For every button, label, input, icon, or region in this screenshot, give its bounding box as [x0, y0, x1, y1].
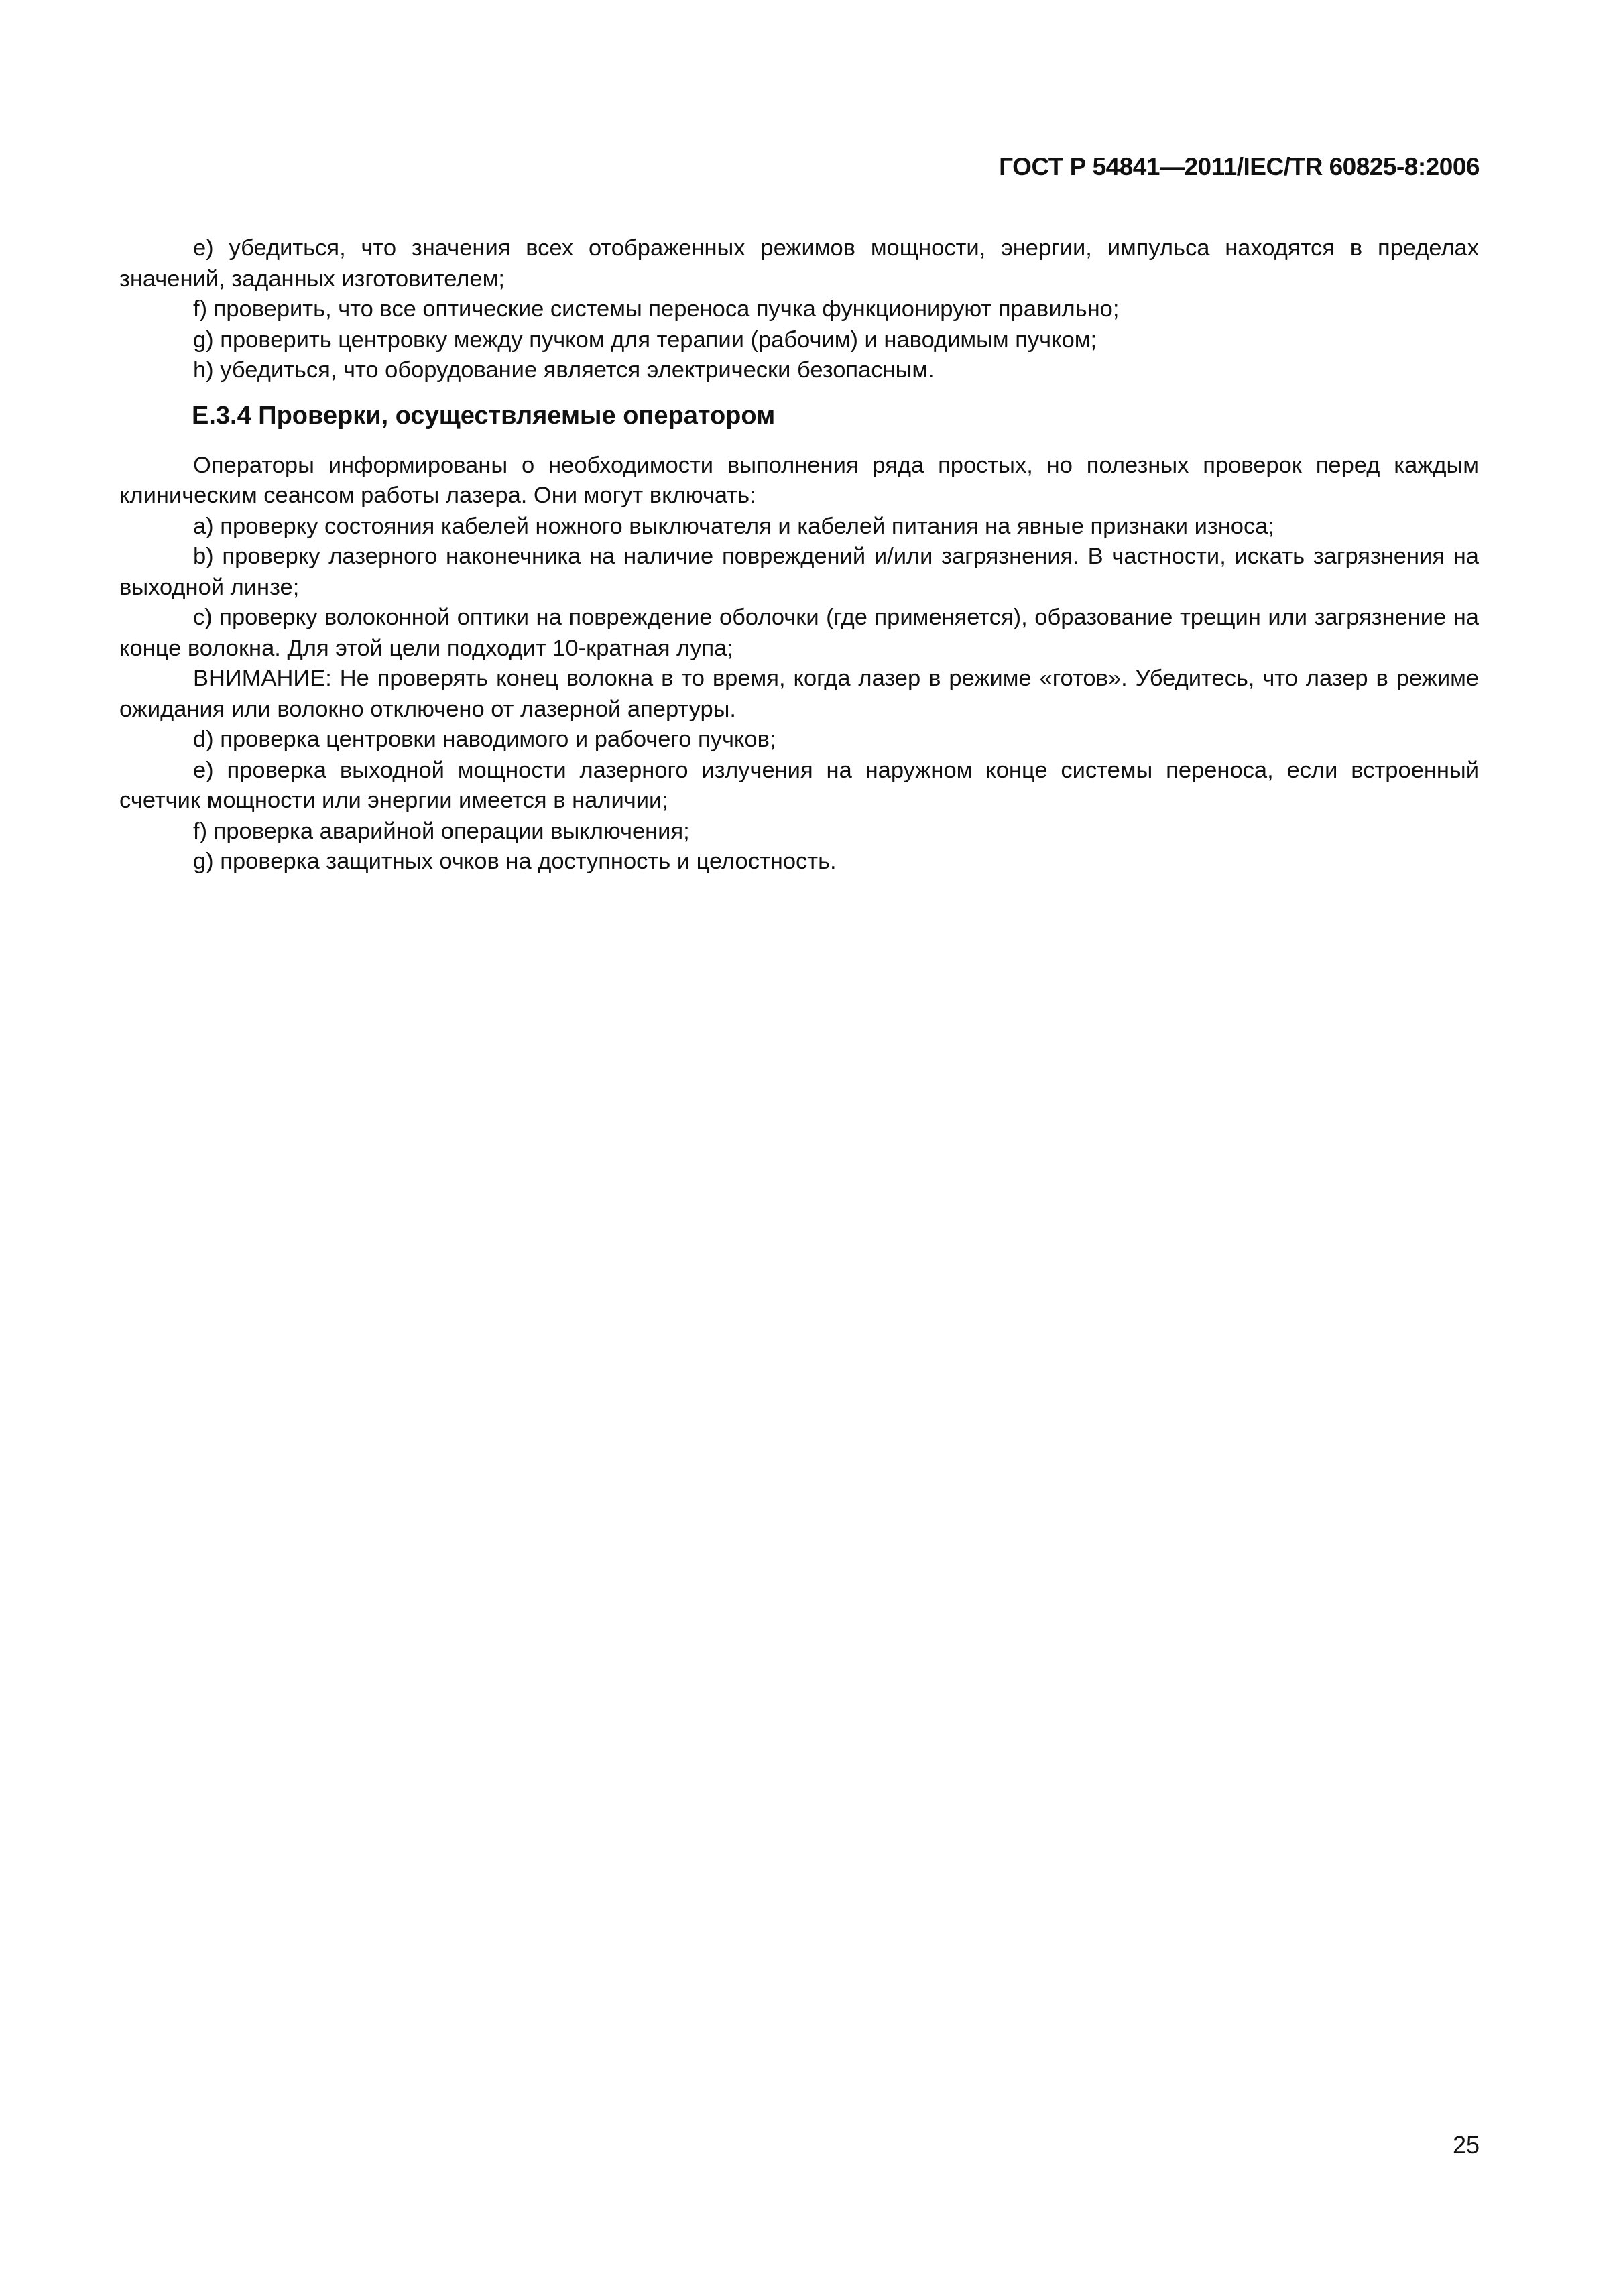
check-item-a: a) проверку состояния кабелей ножного выключателя и кабелей питания на явные признаки износа; — [193, 513, 1274, 539]
section-heading: E.3.4 Проверки, осуществляемые оператором — [192, 401, 776, 430]
list-item-g: g) проверить центровку между пучком для терапии (рабочим) и наводимым пучком; — [193, 326, 1097, 353]
check-item-d: d) проверка центровки наводимого и рабочего пучков; — [193, 727, 776, 752]
check-item-e: e) проверка выходной мощности лазерного излучения на наружном конце системы переноса, если встроенный счетчик мощности или энергии имеется в наличии; — [119, 757, 1479, 813]
check-item-g: g) проверка защитных очков на доступность и целостность. — [193, 849, 837, 874]
check-item-b: b) проверку лазерного наконечника на наличие повреждений и/или загрязнения. В частности, искать загрязнения на выходной линзе; — [119, 544, 1479, 600]
page-number: 25 — [1452, 2131, 1480, 2159]
section-intro: Операторы информированы о необходимости выполнения ряда простых, но полезных проверок перед каждым клиническим сеансом работы лазера. Они могут включать: — [119, 452, 1479, 508]
list-item-f: f) проверить, что все оптические системы переноса пучка функционируют правильно; — [193, 296, 1120, 322]
document-code-header: ГОСТ Р 54841—2011/IEC/TR 60825-8:2006 — [999, 153, 1480, 180]
check-item-f: f) проверка аварийной операции выключения; — [193, 818, 690, 844]
document-body — [119, 233, 1479, 878]
check-item-c: c) проверку волоконной оптики на повреждение оболочки (где применяется), образование трещин или загрязнение на конце волокна. Для этой цели подходит 10-кратная лупа; — [119, 605, 1479, 661]
list-item-e: e) убедиться, что значения всех отображенных режимов мощности, энергии, импульса находятся в пределах значений, заданных изготовителем; — [119, 235, 1479, 292]
list-item-h: h) убедиться, что оборудование является электрически безопасным. — [193, 357, 935, 383]
warning-note: ВНИМАНИЕ: Не проверять конец волокна в то время, когда лазер в режиме «готов». Убедитесь, что лазер в режиме ожидания или волокно отключено от лазерной апертуры. — [119, 666, 1479, 722]
